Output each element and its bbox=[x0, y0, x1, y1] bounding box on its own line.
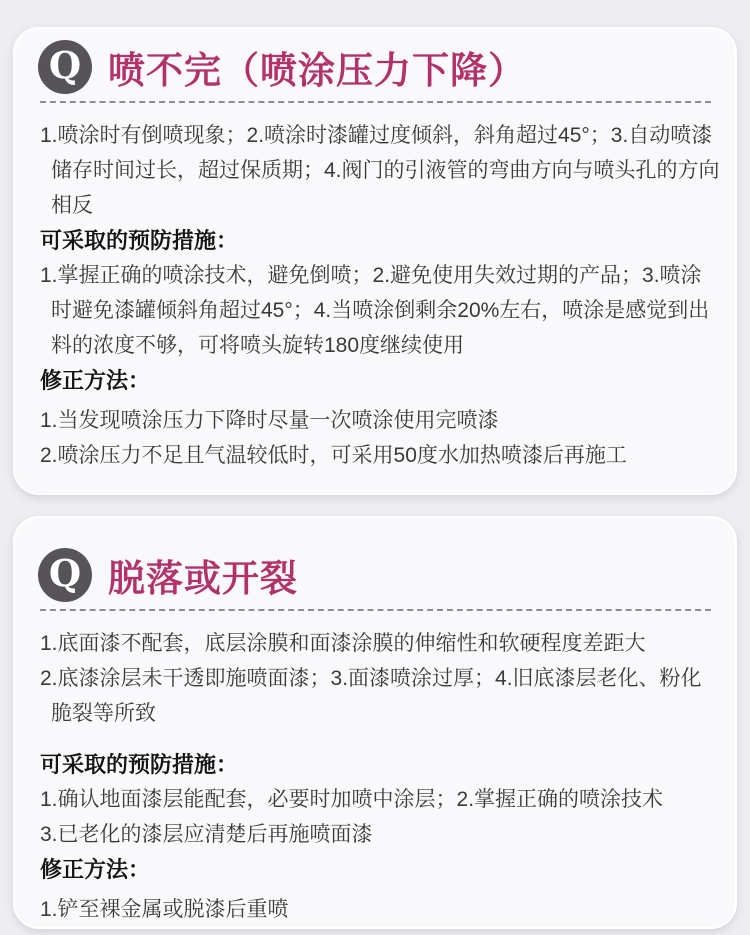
fix-item: 2.喷涂压力不足且气温较低时，可采用50度水加热喷漆后再施工 bbox=[40, 444, 627, 467]
card-header bbox=[15, 518, 735, 602]
fix-item: 1.当发现喷涂压力下降时尽量一次喷涂使用完喷漆 bbox=[40, 409, 499, 432]
card-body bbox=[15, 103, 735, 473]
fix-heading: 修正方法： bbox=[40, 368, 151, 393]
causes-item: 2.底漆涂层未干透即施喷面漆；3.面漆喷涂过厚；4.旧底漆层老化、粉化脆裂等所致 bbox=[40, 667, 702, 725]
question-icon: Q bbox=[38, 40, 92, 94]
card-title: 喷不完（喷涂压力下降） bbox=[108, 50, 526, 91]
prevention-heading: 可采取的预防措施： bbox=[40, 228, 239, 253]
question-icon: Q bbox=[38, 548, 92, 602]
causes-item: 1.底面漆不配套，底层涂膜和面漆涂膜的伸缩性和软硬程度差距大 bbox=[40, 632, 646, 655]
prevention-paragraph: 1.掌握正确的喷涂技术，避免倒喷；2.避免使用失效过期的产品；3.喷涂时避免漆罐倾斜角超过45°；4.当喷涂倒剩余20%左右，喷涂是感觉到出料的浓度不够，可将喷头旋转180度继续使用 bbox=[40, 264, 710, 357]
faq-card-peeling-cracking bbox=[13, 516, 737, 929]
fix-heading: 修正方法： bbox=[40, 857, 151, 882]
card-title: 脱落或开裂 bbox=[108, 558, 298, 599]
fix-item: 1.铲至裸金属或脱漆后重喷 bbox=[40, 898, 289, 921]
prevention-item: 1.确认地面漆层能配套，必要时加喷中涂层；2.掌握正确的喷涂技术 bbox=[40, 788, 664, 811]
faq-card-spray-pressure bbox=[13, 27, 737, 495]
card-header bbox=[15, 29, 735, 94]
card-body bbox=[15, 611, 735, 927]
prevention-item: 3.已老化的漆层应清楚后再施喷面漆 bbox=[40, 823, 373, 846]
causes-paragraph: 1.喷涂时有倒喷现象；2.喷涂时漆罐过度倾斜，斜角超过45°；3.自动喷漆储存时间过长，超过保质期；4.阀门的引液管的弯曲方向与喷头孔的方向相反 bbox=[40, 124, 720, 217]
prevention-heading: 可采取的预防措施： bbox=[40, 752, 239, 777]
